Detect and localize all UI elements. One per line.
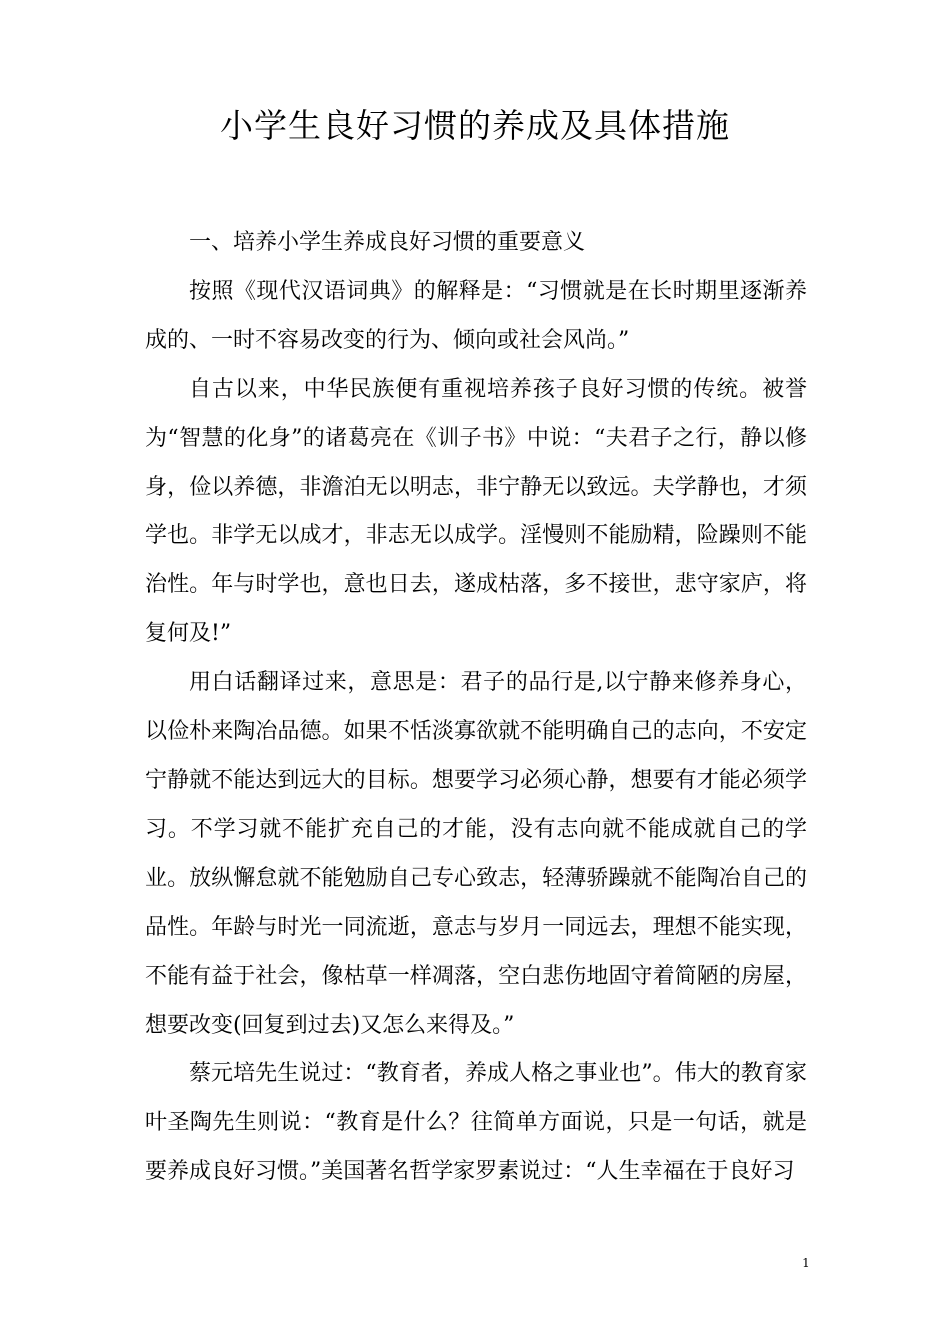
paragraph-dictionary-definition: 按照《现代汉语词典》的解释是：“习惯就是在长时期里逐渐养成的、一时不容易改变的行为、倾向或社会风尚。” xyxy=(145,278,807,353)
document-body xyxy=(145,219,807,1197)
paragraph-zhuge-liang: 自古以来，中华民族便有重视培养孩子良好习惯的传统。被誉为“智慧的化身”的诸葛亮在《训子书》中说：“夫君子之行，静以修身，俭以养德，非澹泊无以明志，非宁静无以致远。夫学静也，才须学也。非学无以成才，非志无以成学。淫慢则不能励精，险躁则不能治性。年与时学也，意也日去，遂成枯落，多不接世，悲守家庐，将复何及!” xyxy=(145,376,807,647)
paragraph-translation: 用白话翻译过来，意思是：君子的品行是,以宁静来修养身心，以俭朴来陶冶品德。如果不恬淡寡欲就不能明确自己的志向，不安定宁静就不能达到远大的目标。想要学习必须心静，想要有才能必须学习。不学习就不能扩充自己的才能，没有志向就不能成就自己的学业。放纵懈怠就不能勉励自己专心致志，轻薄骄躁就不能陶冶自己的品性。年龄与时光一同流逝，意志与岁月一同远去，理想不能实现，不能有益于社会，像枯草一样凋落，空白悲伤地固守着简陋的房屋，想要改变(回复到过去)又怎么来得及。” xyxy=(145,670,807,1038)
section-heading: 一、培养小学生养成良好习惯的重要意义 xyxy=(189,230,586,255)
page-number: 1 xyxy=(802,1256,810,1270)
paragraph-educators-quotes: 蔡元培先生说过：“教育者，养成人格之事业也”。伟大的教育家叶圣陶先生则说：“教育是什么？往简单方面说，只是一句话，就是要养成良好习惯。”美国著名哲学家罗素说过：“人生幸福在于良好习 xyxy=(145,1061,807,1185)
document-title: 小学生良好习惯的养成及具体措施 xyxy=(220,106,730,145)
